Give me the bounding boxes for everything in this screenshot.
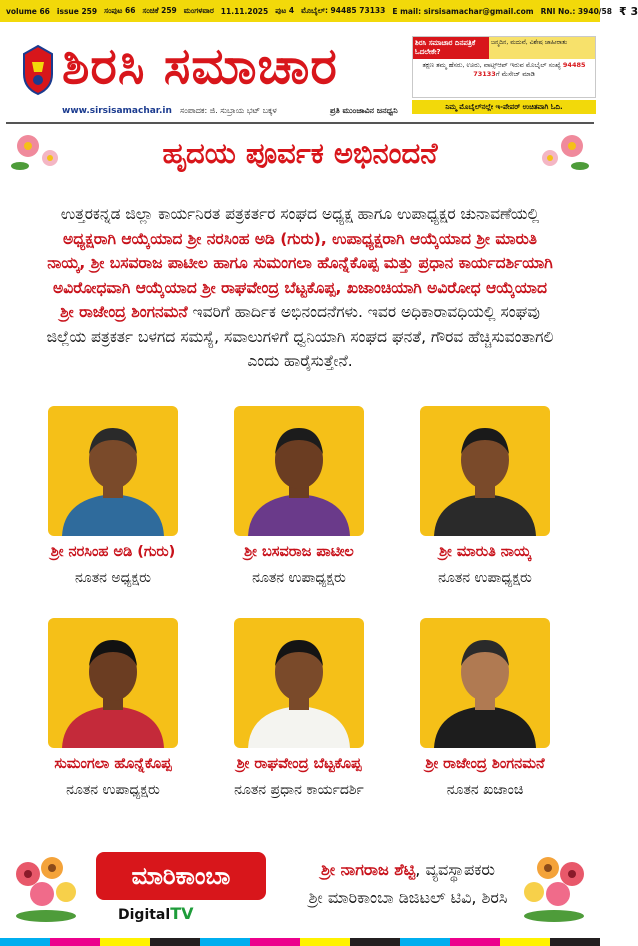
promo-headline: ಶಿರಸಿ ಸಮಾಚಾರ ದಿನಪತ್ರಿಕೆ ಓದಲೇಕೇ? — [413, 37, 489, 59]
price-label: ₹ 3 — [619, 4, 638, 18]
tv-text: TV — [170, 904, 194, 923]
person-role: ನೂತನ ಉಪಾಧ್ಯಕ್ಷರು — [66, 782, 160, 798]
newspaper-emblem-icon — [18, 44, 58, 96]
mobile-label: ಮೊಬೈಲ್: 94485 73133 — [301, 6, 386, 15]
ad-headline: ಹೃದಯ ಪೂರ್ವಕ ಅಭಿನಂದನೆ — [162, 136, 438, 170]
ad-body-highlight: ಅಧ್ಯಕ್ಷರಾಗಿ ಆಯ್ಕೆಯಾದ ಶ್ರೀ ನರಸಿಂಹ ಅಡಿ (ಗುರು), ಉಪಾಧ್ಯಕ್ಷರಾಗಿ ಆಯ್ಕೆಯಾದ ಶ್ರೀ ಮಾರುತಿ ನಾಯ್ಕ, ಶ್ರೀ ಬಸವರಾಜ ಪಾಟೀಲ ಹಾಗೂ ಸುಮಂಗಲಾ ಹೊನ್ನೆಕೊಪ್ಪ ಮತ್ತು ಪ್ರಧಾನ ಕಾರ್ಯದರ್ಶಿಯಾಗಿ ಅವಿರೋಧವಾಗಿ ಆಯ್ಕೆಯಾದ ಶ್ರೀ ರಾಘವೇಂದ್ರ ಬೆಟ್ಟಕೊಪ್ಪ, ಖಜಾಂಚಿಯಾಗಿ ಅವಿರೋಧ ಆಯ್ಕೆಯಾದ ಶ್ರೀ ರಾಜೇಂದ್ರ ಶಿಂಗನಮನೆ — [47, 229, 553, 321]
person-name: ಶ್ರೀ ಮಾರುತಿ ನಾಯ್ಕ — [439, 544, 531, 560]
color-registration-strip — [0, 938, 600, 946]
person-name: ಶ್ರೀ ಬಸವರಾಜ ಪಾಟೀಲ — [244, 544, 354, 560]
weekday-label: ಮಂಗಳವಾರ — [183, 6, 214, 15]
subscription-promo-box — [412, 36, 596, 98]
promo-subline: ಜನ್ಮದಿನ, ಮದುವೆ, ವಿಶೇಷ ಜಾಹೀರಾತು — [489, 37, 595, 59]
email-label: E mail: sirsisamachar@gmail.com — [392, 6, 534, 16]
person-role: ನೂತನ ಉಪಾಧ್ಯಕ್ಷರು — [438, 570, 532, 586]
rni-label: RNI No.: 3940/58 — [540, 6, 612, 16]
sponsor-designation: , ವ್ಯವಸ್ಥಾಪಕರು — [415, 860, 495, 879]
kn-issue-label: ಸಂಚಿಕೆ 259 — [142, 6, 177, 15]
marikamba-logo: ಮಾರಿಕಾಂಬಾ — [96, 852, 266, 900]
person-photo — [48, 406, 178, 536]
epaper-banner: ನಿಮ್ಮ ಮೊಬೈಲ್‌ನಲ್ಲೇ ಇ-ಪೇಪರ್ ಉಚಿತವಾಗಿ ಓದಿ. — [412, 100, 596, 114]
person-photo — [420, 618, 550, 748]
newspaper-title: ಶಿರಸಿ ಸಮಾಚಾರ — [62, 37, 338, 95]
digital-text: Digital — [118, 907, 171, 923]
sponsor-person: ಶ್ರೀ ನಾಗರಾಜ ಶೆಟ್ಟಿ — [321, 860, 416, 879]
promo-phone: 94485 73133 — [473, 61, 586, 78]
person-role: ನೂತನ ಖಜಾಂಚಿ — [446, 782, 524, 798]
promo-body-end: ಗೆ ಮೆಸೇಜ್ ಮಾಡಿ — [495, 70, 535, 78]
flower-bouquet-icon — [514, 844, 594, 924]
issue-label: issue 259 — [56, 6, 98, 16]
website-link[interactable]: www.sirsisamachar.in — [62, 106, 172, 116]
promo-body-text: ತಕ್ಷಣ ತಮ್ಮ ಹೆಸರು, ಊರು, ವಾಟ್ಸ್ಆಪ್ ಇರುವ ಮೊಬೈಲ್ ಸಂಖ್ಯೆ — [422, 61, 561, 69]
edition-tagline: ಪ್ರತಿ ಮುಂಜಾವಿನ ಜನಧ್ವನಿ — [330, 106, 398, 115]
promo-body — [413, 59, 595, 81]
person-role: ನೂತನ ಅಧ್ಯಕ್ಷರು — [74, 570, 152, 586]
ad-body-text — [46, 202, 554, 374]
digital-tv-logo — [118, 904, 193, 923]
masthead — [0, 22, 600, 120]
person-role: ನೂತನ ಉಪಾಧ್ಯಕ್ಷರು — [252, 570, 346, 586]
date-label: 11.11.2025 — [220, 6, 269, 16]
person-photo — [234, 618, 364, 748]
flower-bouquet-icon — [6, 844, 86, 924]
ad-body-closing: ಇವರಿಗೆ ಹಾರ್ದಿಕ ಅಭಿನಂದನೆಗಳು. ಇವರ ಅಧಿಕಾರಾವಧಿಯಲ್ಲಿ ಸಂಘವು ಜಿಲ್ಲೆಯ ಪತ್ರಕರ್ತ ಬಳಗದ ಸಮಸ್ಯೆ, ಸವಾಲುಗಳಿಗೆ ಧ್ವನಿಯಾಗಿ ಸಂಘದ ಘನತೆ, ಗೌರವ ಹೆಚ್ಚಿಸುವಂತಾಗಲಿ ಎಂದು ಹಾರೈಸುತ್ತೇನೆ. — [46, 303, 554, 370]
felicitation-ad — [6, 122, 594, 938]
ad-body-intro: ಉತ್ತರಕನ್ನಡ ಜಿಲ್ಲಾ ಕಾರ್ಯನಿರತ ಪತ್ರಕರ್ತರ ಸಂಘದ ಅಧ್ಯಕ್ಷ ಹಾಗೂ ಉಪಾಧ್ಯಕ್ಷರ ಚುನಾವಣೆಯಲ್ಲಿ — [60, 205, 540, 223]
issue-info-bar — [0, 0, 638, 22]
person-name: ಶ್ರೀ ರಾಘವೇಂದ್ರ ಬೆಟ್ಟಕೊಪ್ಪ — [236, 756, 362, 772]
person-photo — [420, 406, 550, 536]
person-name: ಸುಮಂಗಲಾ ಹೊನ್ನೆಕೊಪ್ಪ — [54, 756, 172, 772]
editor-credit: ಸಂಪಾದಕ: ಜಿ. ಸುಬ್ರಾಯ ಭಟ್ ಬಕ್ಕಳ — [180, 106, 277, 115]
sponsor-name — [268, 860, 548, 880]
person-role: ನೂತನ ಪ್ರಧಾನ ಕಾರ್ಯದರ್ಶಿ — [234, 782, 364, 798]
kn-volume-label: ಸಂಪುಟ 66 — [104, 6, 136, 15]
pages-label: ಪುಟ 4 — [275, 6, 295, 15]
person-name: ಶ್ರೀ ನರಸಿಂಹ ಅಡಿ (ಗುರು) — [50, 544, 176, 560]
volume-label: volume 66 — [6, 6, 50, 16]
sponsor-channel: ಶ್ರೀ ಮಾರಿಕಾಂಬಾ ಡಿಜಿಟಲ್ ಟಿವಿ, ಶಿರಸಿ — [308, 888, 508, 907]
person-photo — [234, 406, 364, 536]
person-photo — [48, 618, 178, 748]
person-name: ಶ್ರೀ ರಾಜೇಂದ್ರ ಶಿಂಗನಮನೆ — [425, 756, 545, 772]
